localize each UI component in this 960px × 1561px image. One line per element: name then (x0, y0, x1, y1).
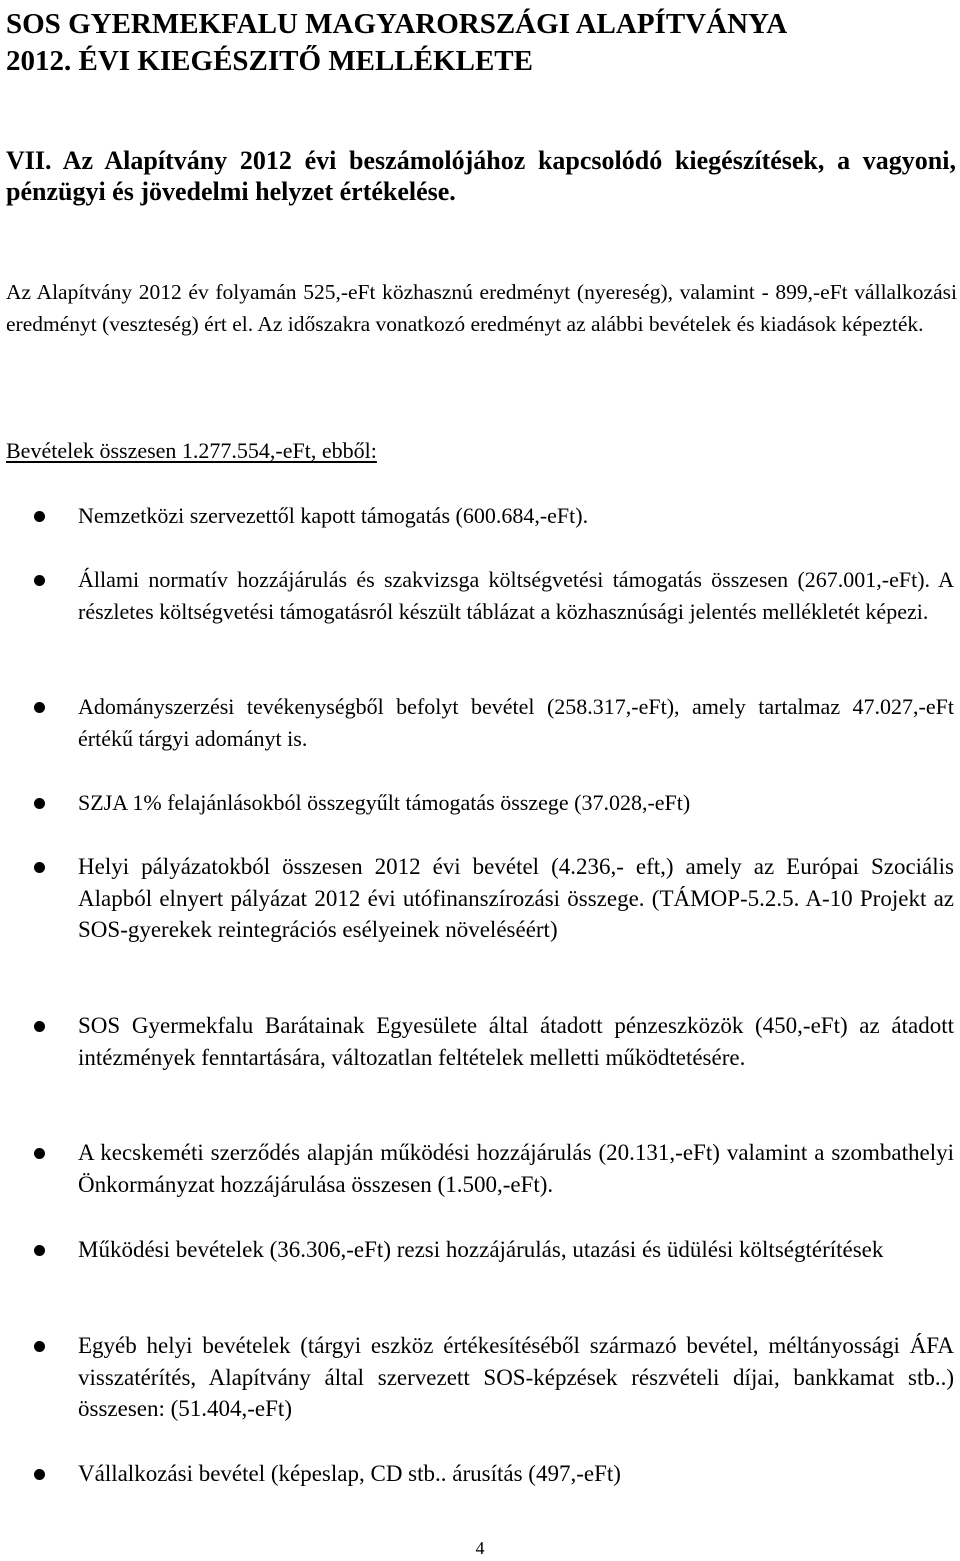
list-item-text: A kecskeméti szerződés alapján működési hozzájárulás (20.131,-eFt) valamint a szombathelyi Önkormányzat hozzájárulása összesen (1.500,-eFt). (78, 1140, 954, 1197)
list-item-text: Helyi pályázatokból összesen 2012 évi bevétel (4.236,- eft,) amely az Európai Szociális Alapból elnyert pályázat 2012 évi utófinanszírozási összege. (TÁMOP-5.2.5. A-10 Projekt az SOS-gyerekek reintegrációs esélyeinek növeléséért) (78, 854, 954, 942)
list-item-text: Állami normatív hozzájárulás és szakvizsga költségvetési támogatás összesen (267.001,-eFt). A részletes költségvetési támogatásról készült táblázat a közhasznúsági jelentés mellékletét képezi. (78, 567, 954, 624)
document-title-line-1: SOS GYERMEKFALU MAGYARORSZÁGI ALAPÍTVÁNYA (6, 8, 788, 40)
bullet-icon (34, 1341, 45, 1352)
section-heading: VII. Az Alapítvány 2012 évi beszámolójához kapcsolódó kiegészítések, a vagyoni, pénzügyi és jövedelmi helyzet értékelése. (6, 146, 956, 206)
list-item-text: Vállalkozási bevétel (képeslap, CD stb.. árusítás (497,-eFt) (78, 1461, 621, 1486)
list-item-text: Egyéb helyi bevételek (tárgyi eszköz értékesítéséből származó bevétel, méltányossági ÁFA visszatérítés, Alapítvány által szervezett SOS-képzések részvételi díjai, bankkamat stb..) összesen: (51.404,-eFt) (78, 1333, 954, 1421)
list-item-text: SZJA 1% felajánlásokból összegyűlt támogatás összege (37.028,-eFt) (78, 790, 691, 815)
intro-paragraph: Az Alapítvány 2012 év folyamán 525,-eFt közhasznú eredményt (nyereség), valamint - 899,-eFt vállalkozási eredményt (veszteség) ért el. Az időszakra vonatkozó eredményt az alábbi bevételek és kiadások képezték. (6, 280, 957, 336)
list-item-text: SOS Gyermekfalu Barátainak Egyesülete által átadott pénzeszközök (450,-eFt) az átadott intézmények fenntartására, változatlan feltételek melletti működtetésére. (78, 1013, 954, 1070)
bullet-icon (34, 702, 45, 713)
bullet-icon (34, 862, 45, 873)
bullet-icon (34, 798, 45, 809)
document-title-line-2: 2012. ÉVI KIEGÉSZITŐ MELLÉKLETE (6, 45, 533, 77)
list-item-text: Működési bevételek (36.306,-eFt) rezsi hozzájárulás, utazási és üdülési költségtérítések (78, 1237, 884, 1262)
bullet-icon (34, 1148, 45, 1159)
bullet-icon (34, 575, 45, 586)
page-number: 4 (475, 1538, 485, 1558)
list-item-text: Nemzetközi szervezettől kapott támogatás (600.684,-eFt). (78, 503, 589, 528)
document-title (6, 6, 954, 80)
bullet-icon (34, 511, 45, 522)
bullet-icon (34, 1469, 45, 1480)
income-total-heading: Bevételek összesen 1.277.554,-eFt, ebből: (6, 438, 377, 463)
bullet-icon (34, 1245, 45, 1256)
list-item-text: Adományszerzési tevékenységből befolyt bevétel (258.317,-eFt), amely tartalmaz 47.027,-eFt értékű tárgyi adományt is. (78, 694, 954, 751)
bullet-icon (34, 1021, 45, 1032)
